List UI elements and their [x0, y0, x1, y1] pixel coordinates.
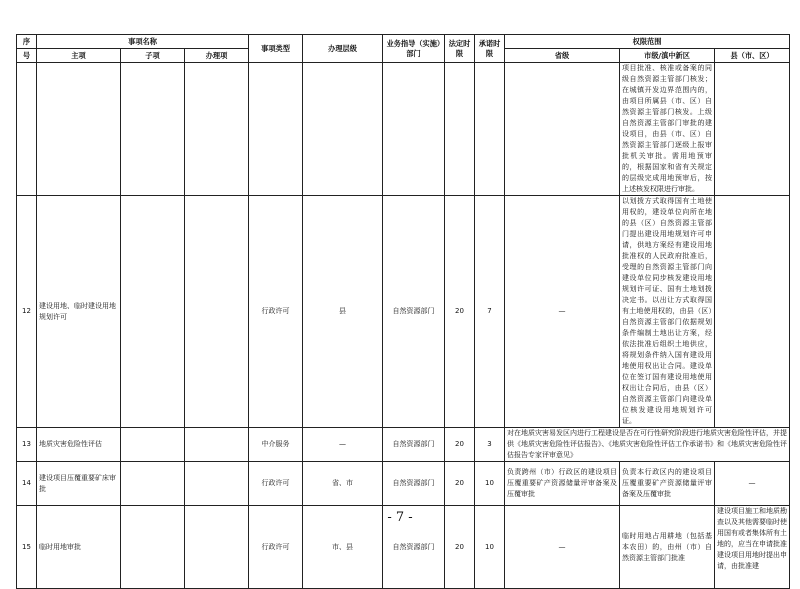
cell-level: 市、县 — [303, 506, 383, 589]
page-number: - 7 - — [387, 510, 413, 525]
cell-seq: 14 — [17, 462, 37, 506]
cell-handle — [185, 462, 249, 506]
cell-sub — [121, 196, 185, 428]
cell-handle — [185, 63, 249, 196]
header-sub-item: 子项 — [121, 49, 185, 63]
cell-county: 建设项目施工和地质勘查以及其他需要临时使用国有或者集体所有土地的，应当在申请批准建设项目用地时提出申请，由批准建 — [715, 506, 790, 589]
cell-scope-merged: 对在地质灾害易发区内进行工程建设是否在可行性研究阶段进行地质灾害危险性评估，并提供《地质灾害危险性评估报告》、《地质灾害危险性评估工作承诺书》和《地质灾害危险性评估报告专家评审意见》 — [505, 428, 790, 462]
header-legal-limit: 法定时限 — [445, 35, 475, 63]
cell-city: 以划拨方式取得国有土地使用权的，建设单位向所在地的县（区）自然资源主管部门提出建设用地规划许可申请，供地方案经有建设用地批准权的人民政府批准后，受理的自然资源主管部门向建设单位同步核发建设用地规划许可证、国有土地划拨决定书。以出让方式取得国有土地使用权的，由县（区）自然资源主管部门依据规划条件编制土地出让方案，经依法批准后组织土地供应，将规划条件纳入国有建设用地使用权出让合同。建设单位在签订国有建设用地使用权出让合同后，由县（区）自然资源主管部门向建设单位核发建设用地规划许可证。 — [620, 196, 715, 428]
cell-dept — [383, 63, 445, 196]
cell-legal: 20 — [445, 196, 475, 428]
cell-type: 中介服务 — [249, 428, 303, 462]
header-seq-1: 序 — [17, 35, 37, 49]
cell-province: — — [505, 196, 620, 428]
cell-type: 行政许可 — [249, 196, 303, 428]
cell-main: 地质灾害危险性评估 — [37, 428, 121, 462]
cell-seq: 12 — [17, 196, 37, 428]
cell-seq — [17, 63, 37, 196]
cell-legal — [445, 63, 475, 196]
cell-dept: 自然资源部门 — [383, 462, 445, 506]
table-row — [17, 63, 790, 196]
cell-level: 省、市 — [303, 462, 383, 506]
header-dept: 业务指导（实施）部门 — [383, 35, 445, 63]
header-city: 市级/滇中新区 — [620, 49, 715, 63]
cell-main: 临时用地审批 — [37, 506, 121, 589]
authority-table — [16, 34, 790, 589]
cell-city: 负责本行政区内的建设项目压覆重要矿产资源储量评审备案及压覆审批 — [620, 462, 715, 506]
cell-county — [715, 196, 790, 428]
header-item-type: 事项类型 — [249, 35, 303, 63]
cell-main: 建设项目压覆重要矿床审批 — [37, 462, 121, 506]
header-province: 省级 — [505, 49, 620, 63]
cell-level: — — [303, 428, 383, 462]
table-row — [17, 428, 790, 462]
cell-province: — — [505, 506, 620, 589]
cell-province — [505, 63, 620, 196]
cell-main: 建设用地、临时建设用地规划许可 — [37, 196, 121, 428]
cell-type: 行政许可 — [249, 462, 303, 506]
cell-promise: 3 — [475, 428, 505, 462]
table-row — [17, 196, 790, 428]
cell-type — [249, 63, 303, 196]
cell-dept: 自然资源部门 — [383, 506, 445, 589]
cell-province: 负责跨州（市）行政区的建设项目压覆重要矿产资源储量评审备案及压覆审批 — [505, 462, 620, 506]
cell-sub — [121, 462, 185, 506]
header-seq-2: 号 — [17, 49, 37, 63]
table-row — [17, 462, 790, 506]
cell-sub — [121, 428, 185, 462]
cell-county: — — [715, 462, 790, 506]
cell-city: 临时用地占用耕地（包括基本农田）的，由州（市）自然资源主管部门批准 — [620, 506, 715, 589]
header-main-item: 主项 — [37, 49, 121, 63]
cell-county — [715, 63, 790, 196]
cell-handle — [185, 428, 249, 462]
cell-seq: 15 — [17, 506, 37, 589]
cell-seq: 13 — [17, 428, 37, 462]
header-item-name: 事项名称 — [37, 35, 249, 49]
cell-main — [37, 63, 121, 196]
cell-dept: 自然资源部门 — [383, 196, 445, 428]
cell-level — [303, 63, 383, 196]
cell-city: 项目批准、核准或备案的同级自然资源主管部门核发；在城镇开发边界范围内的，由项目所属县（市、区）自然资源主管部门核发。上级自然资源主管部门审批的建设项目，由县（市、区）自然资源主管部门逐级上报审批机关审批。需用地预审的，根据国家和省有关规定的层级完成用地预审后，按上述核发权限进行审批。 — [620, 63, 715, 196]
cell-dept: 自然资源部门 — [383, 428, 445, 462]
header-scope: 权限范围 — [505, 35, 790, 49]
cell-promise: 10 — [475, 462, 505, 506]
header-promise-limit: 承诺时限 — [475, 35, 505, 63]
cell-promise: 10 — [475, 506, 505, 589]
header-handle-item: 办理项 — [185, 49, 249, 63]
cell-promise: 7 — [475, 196, 505, 428]
cell-sub — [121, 63, 185, 196]
cell-legal: 20 — [445, 506, 475, 589]
cell-level: 县 — [303, 196, 383, 428]
cell-handle — [185, 196, 249, 428]
cell-legal: 20 — [445, 462, 475, 506]
cell-type: 行政许可 — [249, 506, 303, 589]
header-level: 办理层级 — [303, 35, 383, 63]
header-county: 县（市、区） — [715, 49, 790, 63]
cell-legal: 20 — [445, 428, 475, 462]
cell-promise — [475, 63, 505, 196]
